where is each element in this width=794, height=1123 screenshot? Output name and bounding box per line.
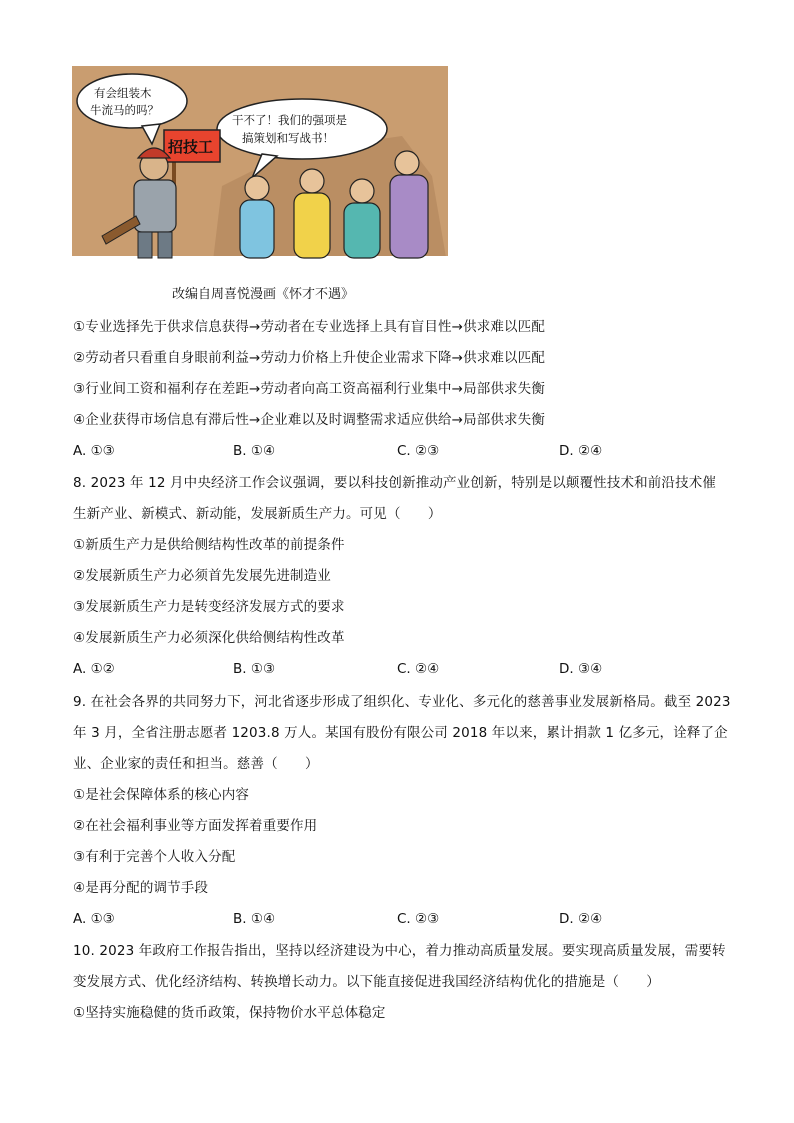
cartoon-drawing (72, 66, 448, 269)
q9-stem-line-1: 9. 在社会各界的共同努力下，河北省逐步形成了组织化、专业化、多元化的慈善事业发展新格局。截至 2023 (73, 694, 731, 710)
bubble-right-line-2: 搞策划和写战书！ (242, 131, 334, 145)
q7-option-a[interactable]: A. ①③ (73, 443, 115, 459)
q8-option-d[interactable]: D. ③④ (559, 661, 603, 677)
q8-stem-line-2: 生新产业、新模式、新动能，发展新质生产力。可见（ ） (73, 506, 442, 522)
q7-option-d[interactable]: D. ②④ (559, 443, 603, 459)
q9-stem-line-2: 年 3 月，全省注册志愿者 1203.8 万人。某国有股份有限公司 2018 年以来，累计捐款 1 亿多元，诠释了企 (73, 725, 728, 741)
q9-item-4: ④是再分配的调节手段 (73, 880, 209, 896)
q10-stem-line-1: 10. 2023 年政府工作报告指出，坚持以经济建设为中心，着力推动高质量发展。要实现高质量发展，需要转 (73, 943, 726, 959)
q7-option-b[interactable]: B. ①④ (233, 443, 276, 459)
q9-option-c[interactable]: C. ②③ (397, 911, 440, 927)
q7-item-2: ②劳动者只看重自身眼前利益→劳动力价格上升使企业需求下降→供求难以匹配 (73, 350, 545, 366)
q9-options (73, 910, 713, 928)
q8-item-3: ③发展新质生产力是转变经济发展方式的要求 (73, 599, 345, 615)
q8-stem-line-1: 8. 2023 年 12 月中央经济工作会议强调，要以科技创新推动产业创新，特别是以颠覆性技术和前沿技术催 (73, 475, 717, 491)
q8-option-c[interactable]: C. ②④ (397, 661, 440, 677)
sign-label: 招技工 (168, 138, 214, 156)
q8-option-b[interactable]: B. ①③ (233, 661, 276, 677)
q9-option-b[interactable]: B. ①④ (233, 911, 276, 927)
q9-item-2: ②在社会福利事业等方面发挥着重要作用 (73, 818, 318, 834)
q8-item-4: ④发展新质生产力必须深化供给侧结构性改革 (73, 630, 345, 646)
q10-item-1: ①坚持实施稳健的货币政策，保持物价水平总体稳定 (73, 1005, 386, 1021)
q8-options (73, 660, 713, 678)
q8-option-a[interactable]: A. ①② (73, 661, 115, 677)
q7-item-4: ④企业获得市场信息有滞后性→企业难以及时调整需求适应供给→局部供求失衡 (73, 412, 545, 428)
bubble-right-line-1: 干不了！我们的强项是 (232, 113, 347, 127)
bubble-left-line-2: 牛流马的吗？ (90, 103, 159, 117)
q7-option-c[interactable]: C. ②③ (397, 443, 440, 459)
q9-stem-line-3: 业、企业家的责任和担当。慈善（ ） (73, 756, 319, 772)
q7-item-3: ③行业间工资和福利存在差距→劳动者向高工资高福利行业集中→局部供求失衡 (73, 381, 545, 397)
q9-item-1: ①是社会保障体系的核心内容 (73, 787, 250, 803)
q9-option-d[interactable]: D. ②④ (559, 911, 603, 927)
q8-item-1: ①新质生产力是供给侧结构性改革的前提条件 (73, 537, 345, 553)
q9-item-3: ③有利于完善个人收入分配 (73, 849, 236, 865)
bubble-left-line-1: 有会组装木 (94, 86, 152, 100)
q8-item-2: ②发展新质生产力必须首先发展先进制造业 (73, 568, 331, 584)
cartoon-caption: 改编自周喜悦漫画《怀才不遇》 (172, 287, 355, 302)
q9-option-a[interactable]: A. ①③ (73, 911, 115, 927)
cartoon-image (72, 66, 448, 269)
q10-stem-line-2: 变发展方式、优化经济结构、转换增长动力。以下能直接促进我国经济结构优化的措施是（ ） (73, 974, 660, 990)
q7-options (73, 442, 713, 460)
q7-item-1: ①专业选择先于供求信息获得→劳动者在专业选择上具有盲目性→供求难以匹配 (73, 319, 545, 335)
